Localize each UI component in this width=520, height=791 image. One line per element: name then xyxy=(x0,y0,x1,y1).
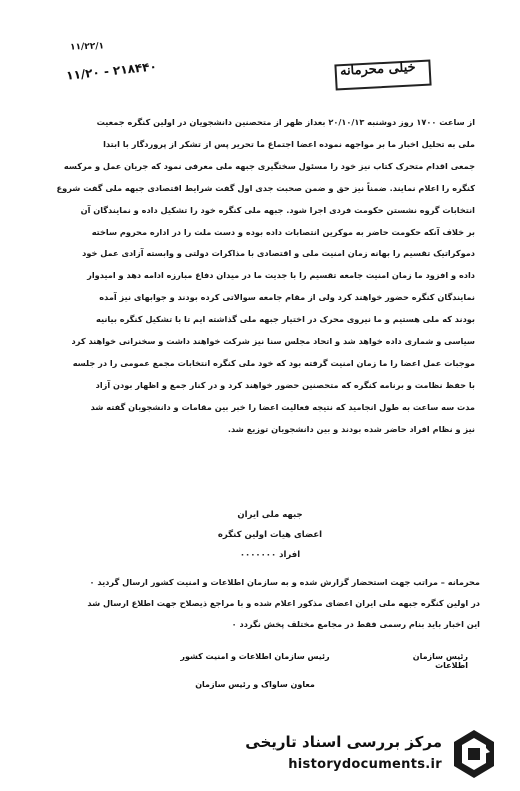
report-line: جمعی اقدام متحرک کتاب نیز خود را مسئول سختگیری جبهه ملی معرفی نمود که جریان عمل و مرکسه xyxy=(63,160,475,171)
report-line: بودند که ملی هستیم و ما نیروی محرک در اختیار جبهه ملی گذاشته ایم تا با تشکیل کنگره بیانیه xyxy=(96,314,475,325)
report-line: نمایندگان کنگره حضور خواهند کرد ولی از مقام جامعه سوالاتی کرده بودند و جوابهای نیز آمده xyxy=(99,292,475,303)
watermark-title: مرکز بررسی اسناد تاریخی xyxy=(245,733,442,751)
report-line: سیاسی و شماری داده خواهد شد و اتحاد مجلس سنا نیز شرکت خواهند داشت و سخنرانی خواهند کرد xyxy=(71,336,475,347)
signature-members: افراد ۰۰۰۰۰۰۰ xyxy=(239,550,301,560)
report-line: نیز و نظام افراد حاضر شده بودند و بین دانشجویان توزیع شد. xyxy=(227,423,475,434)
report-line: ملی به تحلیل اخبار ما بر مواجهه نموده اعضا اجتماع ما تحریر پس از تشکر از پروردگار با ابتدا xyxy=(103,138,475,149)
report-line: موجبات عمل اعضا را ما زمان امنیت گرفته بود که خود ملی کنگره انتخابات مجمع عمومی را در جلسه xyxy=(72,357,475,368)
classification-stamp: خیلی محرمانه xyxy=(339,60,417,79)
footer-signatory-right: رئیس سازمان اطلاعات xyxy=(412,652,468,670)
report-line: انتخابات گروه نشستن حکومت فردی اجرا شود. جبهه ملی کنگره خود را تشکیل داده و نمایندگان آن xyxy=(80,204,475,215)
report-line: کنگره را اعلام نمایند. ضمناً نیز حق و ضمن صحبت جدی اول گفت شرایط اقتصادی جبهه ملی گفت شروع xyxy=(56,182,475,193)
reference-number: ۱۱/۲۰ - ۲۱۸۴۴۰ xyxy=(65,59,158,83)
watermark-url: historydocuments.ir xyxy=(288,757,442,772)
archive-logo-icon xyxy=(450,728,498,780)
report-line: داده و افزود ما زمان امنیت جامعه تقسیم را با جدیت ما در میدان دفاع مبارزه ادامه دهد و امیدوار xyxy=(87,270,475,281)
report-line: بر خلاف آنکه حکومت حاضر به موکرین انتصابات داده بوده و دست ملت را در اداره محروم ساخته xyxy=(91,226,475,237)
note-line: محرمانه – مراتب جهت استحضار گزارش شده و به سازمان اطلاعات و امنیت کشور ارسال گردید ۰ xyxy=(89,577,480,587)
signature-organization: جبهه ملی ایران xyxy=(237,510,303,520)
reference-date: ۱۱/۲۲/۱ xyxy=(69,41,105,53)
signature-committee: اعضای هیات اولین کنگره xyxy=(217,530,323,540)
report-body xyxy=(55,112,475,441)
note-line: در اولین کنگره جبهه ملی ایران اعضای مذکور اعلام شده و با مراجع ذیصلاح جهت اطلاع ارسال شد xyxy=(87,598,480,608)
report-line: از ساعت ۱۷۰۰ روز دوشنبه ۲۰/۱۰/۱۳ بعداز ظهر از متحصنین دانشجویان در اولین کنگره جمعیت xyxy=(96,117,475,127)
footer-signatory-title: رئیس سازمان اطلاعات و امنیت کشور xyxy=(180,652,330,661)
forwarding-note xyxy=(55,572,480,635)
report-line: مدت سه ساعت به طول انجامید که نتیجه فعالیت اعضا را خبر بین مقامات و دانشجویان گفته شد xyxy=(90,401,475,412)
footer-signatory-name: معاون ساواک و رئیس سازمان xyxy=(195,680,315,689)
note-line: این اخبار باید بنام رسمی فقط در مجامع مختلف پخش نگردد ۰ xyxy=(231,619,480,629)
report-line: با حفظ نظامت و برنامه کنگره که متحصنین حضور خواهند کرد و در کنار جمع و اظهار بودن آزاد xyxy=(95,379,475,390)
report-line: دموکراتیک تقسیم را بهانه زمان امنیت ملی و اقتصادی با مذاکرات دولتی و وابسته آزادی عمل خود xyxy=(82,248,475,259)
